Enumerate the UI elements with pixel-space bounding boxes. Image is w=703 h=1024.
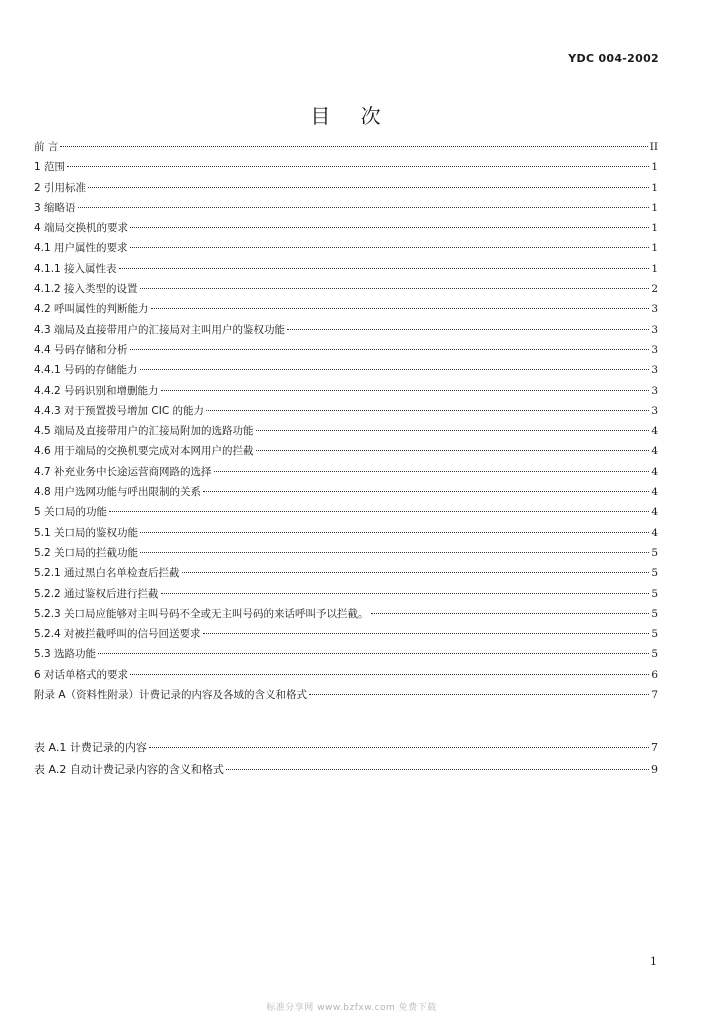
dot-leader bbox=[206, 410, 649, 411]
toc-entry-page: 4 bbox=[651, 486, 658, 499]
dot-leader bbox=[119, 268, 650, 269]
toc-entry-label: 5.2.1 通过黑白名单检查后拦截 bbox=[34, 567, 180, 580]
toc-entry-label: 5.2.3 关口局应能够对主叫号码不全或无主叫号码的来话呼叫予以拦截。 bbox=[34, 607, 369, 620]
toc-entry[interactable] bbox=[34, 381, 658, 401]
toc-entry-label: 4.2 呼叫属性的判断能力 bbox=[34, 303, 149, 316]
toc-entry-page: 6 bbox=[651, 668, 658, 681]
toc-entry[interactable] bbox=[34, 401, 658, 421]
toc-entry[interactable] bbox=[34, 482, 658, 502]
table-list-entry[interactable] bbox=[34, 737, 658, 759]
toc-entry[interactable] bbox=[34, 462, 658, 482]
dot-leader bbox=[140, 369, 650, 370]
dot-leader bbox=[149, 747, 649, 748]
toc-entry-label: 4.4.3 对于预置拨号增加 CIC 的能力 bbox=[34, 404, 204, 417]
toc-entry-page: 4 bbox=[651, 506, 658, 519]
toc-entry[interactable] bbox=[34, 198, 658, 218]
dot-leader bbox=[109, 511, 649, 512]
toc-entry-label: 5.2.4 对被拦截呼叫的信号回送要求 bbox=[34, 628, 201, 641]
toc-entry-page: 4 bbox=[651, 465, 658, 478]
watermark-text: 标准分享网 www.bzfxw.com 免费下载 bbox=[266, 1003, 437, 1013]
toc-entry[interactable] bbox=[34, 259, 658, 279]
toc-entry-label: 6 对话单格式的要求 bbox=[34, 668, 129, 681]
document-code: YDC 004-2002 bbox=[568, 52, 659, 65]
toc-entry-page: 3 bbox=[651, 364, 658, 377]
toc-entry[interactable] bbox=[34, 624, 658, 644]
toc-entry[interactable] bbox=[34, 299, 658, 319]
toc-entry-page: 4 bbox=[651, 445, 658, 458]
toc-entry[interactable] bbox=[34, 665, 658, 685]
toc-entry[interactable] bbox=[34, 502, 658, 522]
toc-entry[interactable] bbox=[34, 137, 658, 157]
toc-entry-page: 3 bbox=[651, 303, 658, 316]
toc-entry-label: 5.2 关口局的拦截功能 bbox=[34, 546, 139, 559]
toc-entry[interactable] bbox=[34, 584, 658, 604]
toc-entry[interactable] bbox=[34, 441, 658, 461]
toc-entry-page: 5 bbox=[651, 567, 658, 580]
dot-leader bbox=[214, 471, 650, 472]
toc-entry[interactable] bbox=[34, 644, 658, 664]
toc-entry-page: 5 bbox=[651, 648, 658, 661]
toc-entry-label: 1 范围 bbox=[34, 161, 66, 174]
table-of-contents bbox=[34, 137, 658, 705]
toc-entry[interactable] bbox=[34, 604, 658, 624]
toc-entry-page: II bbox=[649, 141, 658, 153]
dot-leader bbox=[98, 653, 649, 654]
toc-entry-page: 5 bbox=[651, 628, 658, 641]
toc-entry[interactable] bbox=[34, 543, 658, 563]
toc-entry-label: 2 引用标准 bbox=[34, 181, 87, 194]
dot-leader bbox=[140, 532, 649, 533]
toc-entry[interactable] bbox=[34, 563, 658, 583]
dot-leader bbox=[140, 552, 649, 553]
toc-entry-label: 5.2.2 通过鉴权后进行拦截 bbox=[34, 587, 159, 600]
table-list-entry-page: 9 bbox=[651, 763, 658, 776]
toc-entry-page: 2 bbox=[651, 283, 658, 296]
toc-entry-page: 1 bbox=[651, 161, 658, 174]
toc-entry-page: 1 bbox=[651, 262, 658, 275]
toc-entry[interactable] bbox=[34, 238, 658, 258]
toc-entry-page: 3 bbox=[651, 384, 658, 397]
toc-entry-page: 1 bbox=[651, 201, 658, 214]
dot-leader bbox=[287, 329, 649, 330]
dot-leader bbox=[371, 613, 650, 614]
toc-entry-label: 4.1.1 接入属性表 bbox=[34, 262, 117, 275]
toc-entry-label: 4 端局交换机的要求 bbox=[34, 222, 129, 235]
toc-entry-page: 5 bbox=[651, 607, 658, 620]
toc-entry-page: 1 bbox=[651, 242, 658, 255]
toc-entry[interactable] bbox=[34, 360, 658, 380]
toc-entry-label: 4.8 用户选网功能与呼出限制的关系 bbox=[34, 486, 202, 499]
dot-leader bbox=[161, 390, 650, 391]
dot-leader bbox=[309, 694, 649, 695]
toc-entry-page: 3 bbox=[651, 323, 658, 336]
toc-entry-label: 4.4.1 号码的存储能力 bbox=[34, 364, 138, 377]
table-list-entry-label: 表 A.1 计费记录的内容 bbox=[34, 741, 147, 754]
dot-leader bbox=[182, 572, 650, 573]
toc-entry-label: 5.3 选路功能 bbox=[34, 648, 97, 661]
toc-entry[interactable] bbox=[34, 279, 658, 299]
toc-entry-page: 1 bbox=[651, 222, 658, 235]
toc-entry[interactable] bbox=[34, 157, 658, 177]
dot-leader bbox=[161, 593, 650, 594]
toc-entry[interactable] bbox=[34, 218, 658, 238]
page-number: 1 bbox=[650, 955, 657, 968]
toc-entry-page: 7 bbox=[651, 689, 658, 702]
toc-entry-label: 4.1.2 接入类型的设置 bbox=[34, 283, 138, 296]
dot-leader bbox=[130, 227, 649, 228]
dot-leader bbox=[256, 430, 650, 431]
dot-leader bbox=[78, 207, 650, 208]
toc-entry-page: 5 bbox=[651, 546, 658, 559]
table-list-entry[interactable] bbox=[34, 759, 658, 781]
toc-entry-page: 1 bbox=[651, 181, 658, 194]
toc-entry[interactable] bbox=[34, 178, 658, 198]
toc-entry-page: 5 bbox=[651, 587, 658, 600]
toc-entry-page: 3 bbox=[651, 404, 658, 417]
toc-entry-label: 4.6 用于端局的交换机要完成对本网用户的拦截 bbox=[34, 445, 254, 458]
list-of-tables bbox=[34, 737, 658, 781]
dot-leader bbox=[130, 247, 650, 248]
toc-entry[interactable] bbox=[34, 421, 658, 441]
toc-entry[interactable] bbox=[34, 523, 658, 543]
dot-leader bbox=[203, 633, 650, 634]
toc-entry[interactable] bbox=[34, 320, 658, 340]
toc-entry-label: 4.4.2 号码识别和增删能力 bbox=[34, 384, 159, 397]
toc-entry-label: 5.1 关口局的鉴权功能 bbox=[34, 526, 139, 539]
dot-leader bbox=[130, 674, 649, 675]
toc-entry-page: 4 bbox=[651, 526, 658, 539]
toc-entry-label: 4.1 用户属性的要求 bbox=[34, 242, 128, 255]
dot-leader bbox=[203, 491, 649, 492]
toc-entry-label: 4.4 号码存储和分析 bbox=[34, 343, 128, 356]
toc-entry-page: 3 bbox=[651, 343, 658, 356]
dot-leader bbox=[140, 288, 650, 289]
toc-entry-label: 前 言 bbox=[34, 141, 59, 153]
toc-entry[interactable] bbox=[34, 340, 658, 360]
table-list-entry-label: 表 A.2 自动计费记录内容的含义和格式 bbox=[34, 763, 224, 776]
toc-entry-page: 4 bbox=[651, 425, 658, 438]
dot-leader bbox=[67, 166, 649, 167]
toc-entry-label: 3 缩略语 bbox=[34, 201, 76, 214]
toc-entry-label: 4.5 端局及直接带用户的汇接局附加的选路功能 bbox=[34, 425, 254, 438]
dot-leader bbox=[60, 146, 647, 147]
toc-entry-label: 4.3 端局及直接带用户的汇接局对主叫用户的鉴权功能 bbox=[34, 323, 286, 336]
dot-leader bbox=[226, 769, 649, 770]
table-list-entry-page: 7 bbox=[651, 741, 658, 754]
toc-entry-label: 附录 A（资料性附录）计费记录的内容及各域的含义和格式 bbox=[34, 689, 308, 702]
page-title: 目 次 bbox=[310, 104, 393, 128]
dot-leader bbox=[256, 450, 650, 451]
toc-entry-label: 4.7 补充业务中长途运营商网路的选择 bbox=[34, 465, 212, 478]
toc-entry[interactable] bbox=[34, 685, 658, 705]
dot-leader bbox=[88, 187, 649, 188]
toc-entry-label: 5 关口局的功能 bbox=[34, 506, 108, 519]
dot-leader bbox=[130, 349, 650, 350]
dot-leader bbox=[151, 308, 650, 309]
